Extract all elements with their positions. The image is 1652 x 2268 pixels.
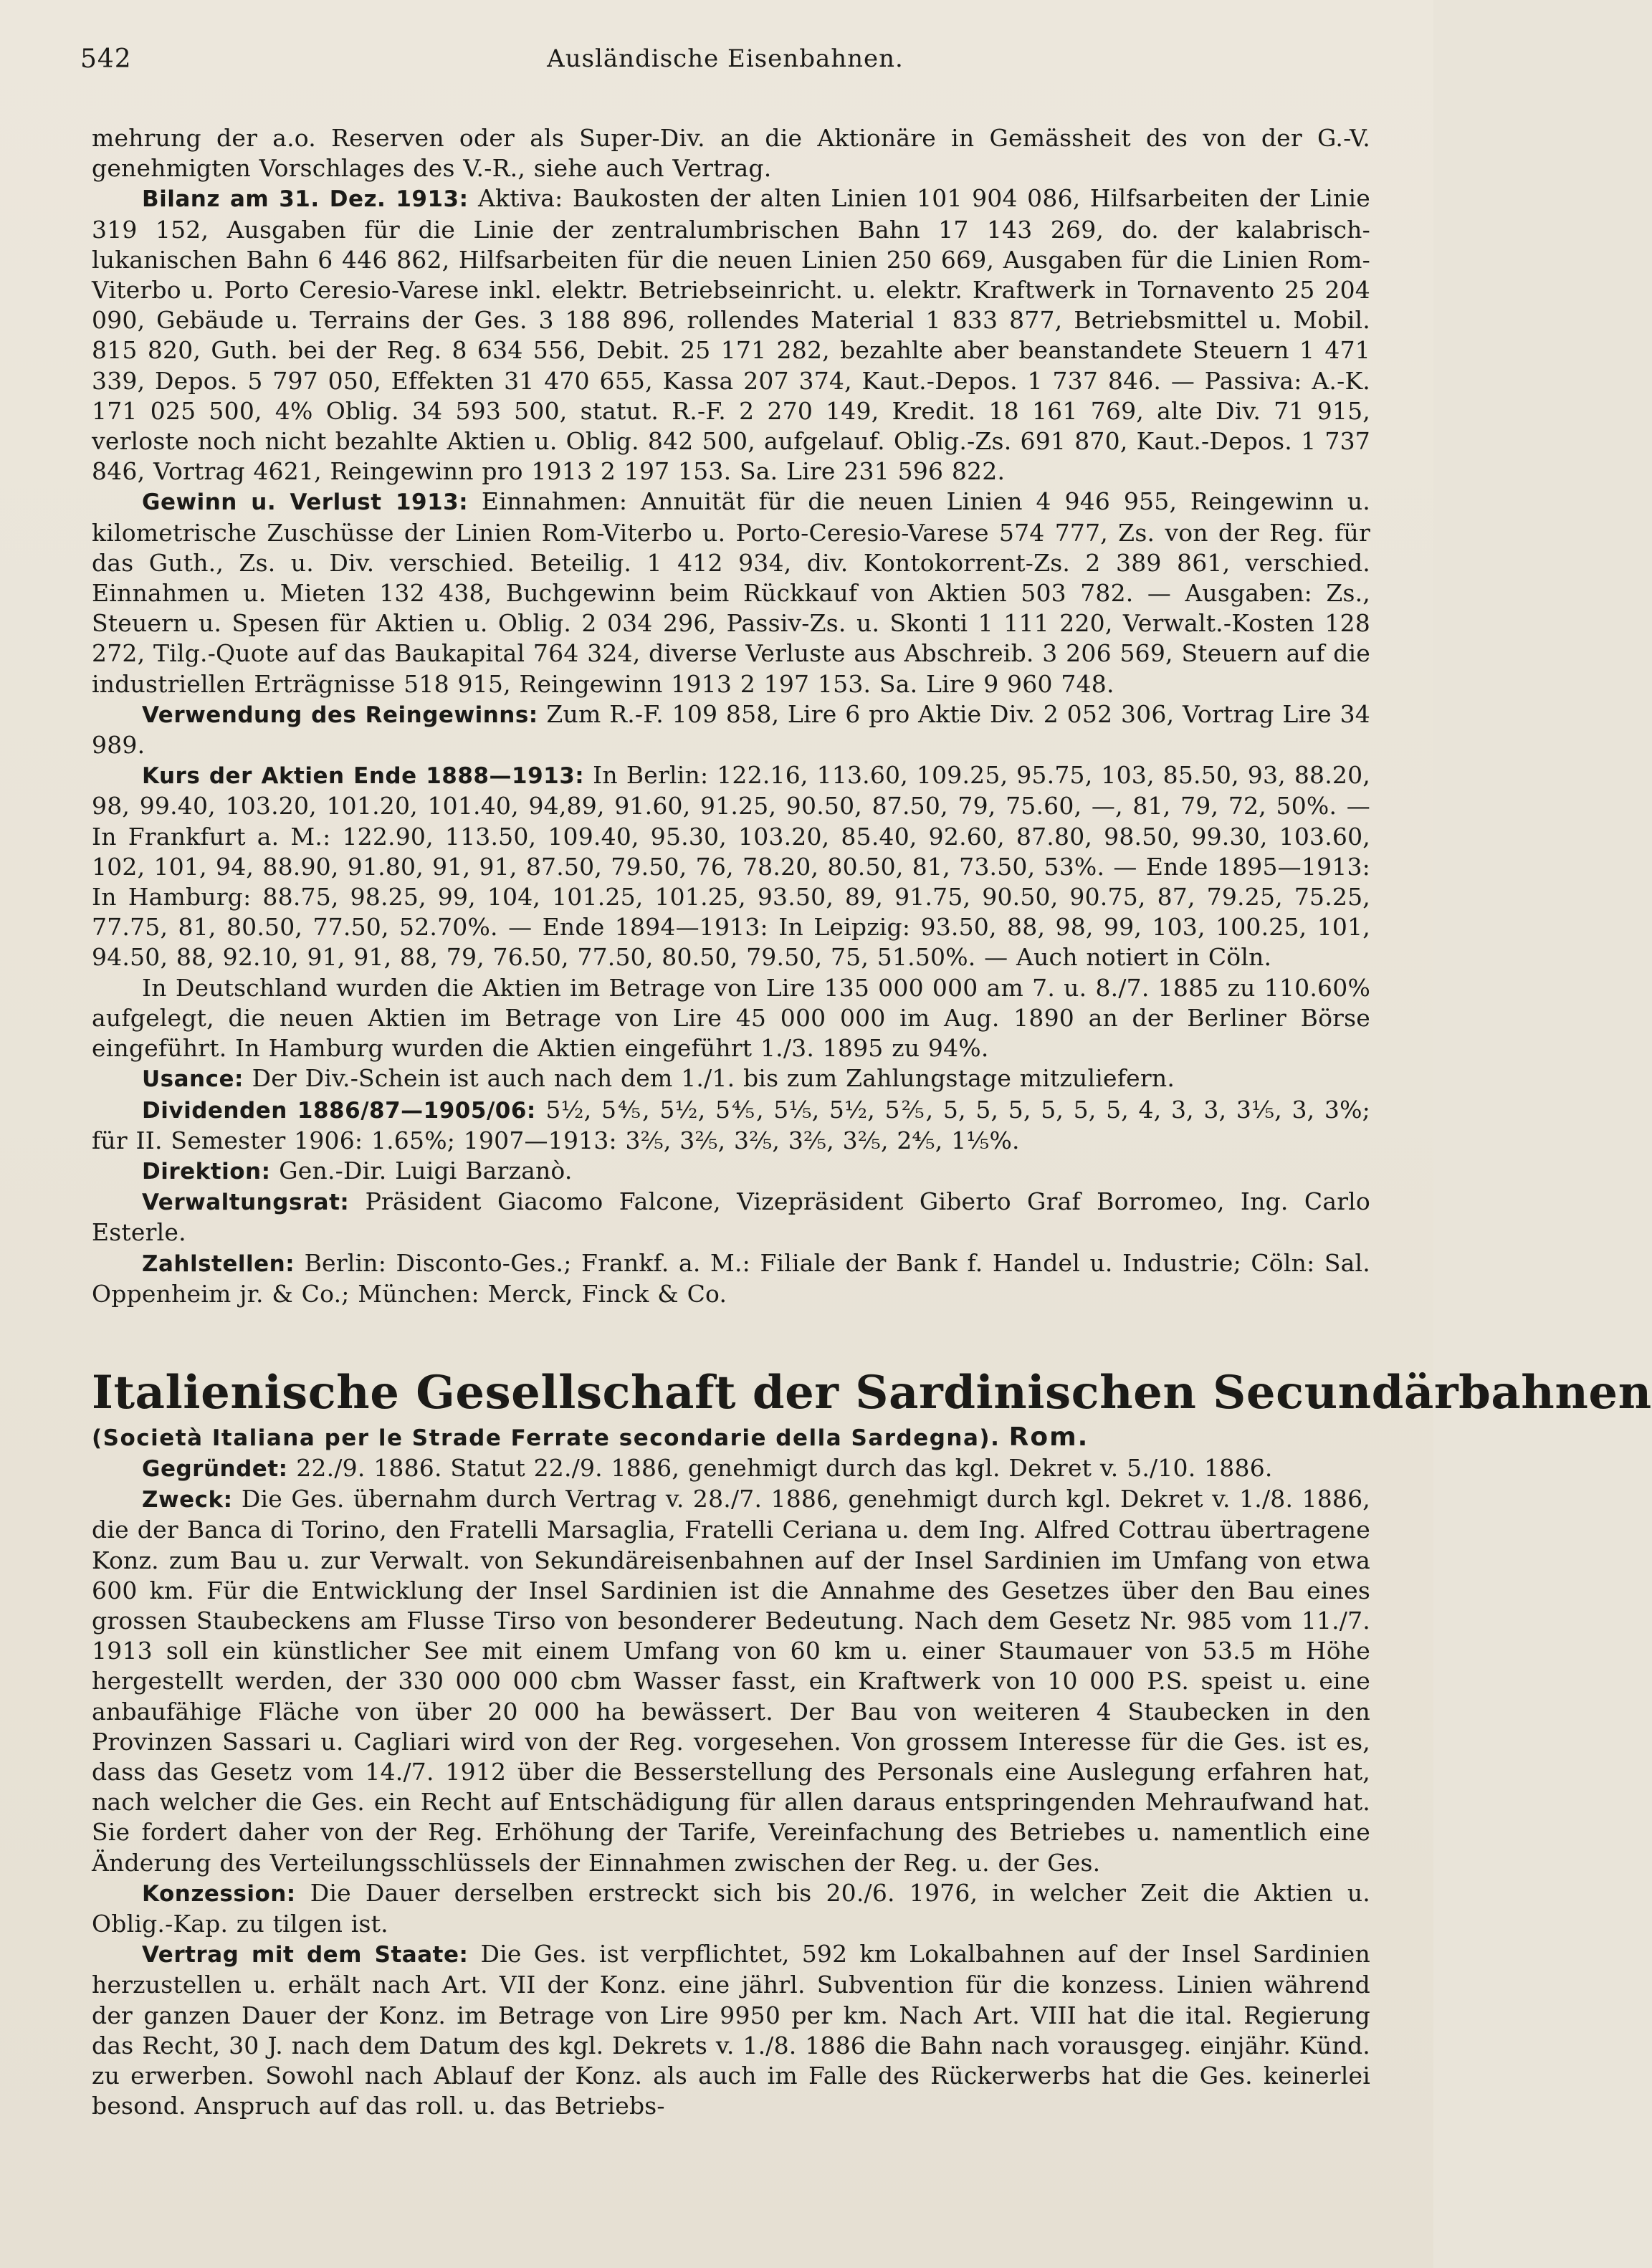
usance-text: Der Div.-Schein ist auch nach dem 1./1. bis zum Zahlungstage mitzuliefern.: [252, 1064, 1175, 1093]
vertrag-heading: Vertrag mit dem Staate:: [142, 1942, 469, 1968]
page-content: [92, 123, 1652, 2121]
paragraph-reserves: mehrung der a.o. Reserven oder als Super-Div. an die Aktionäre in Gemässheit des von der G.-V. genehmigten Vorschlages des V.-R., siehe auch Vertrag.: [92, 124, 1370, 183]
gewinn-heading: Gewinn u. Verlust 1913:: [142, 489, 469, 516]
gegruendet-text: 22./9. 1886. Statut 22./9. 1886, genehmigt durch das kgl. Dekret v. 5./10. 1886.: [296, 1453, 1273, 1482]
konzession-heading: Konzession:: [142, 1880, 296, 1907]
paragraph-deutschland: In Deutschland wurden die Aktien im Betrage von Lire 135 000 000 am 7. u. 8./7. 1885 zu 110.60% aufgelegt, die neuen Aktien im Betrage von Lire 45 000 000 im Aug. 1890 an der Berliner Börse eingeführt. In Hamburg wurden die Aktien eingeführt 1./3. 1895 zu 94%.: [92, 973, 1370, 1063]
paragraph-bilanz: [92, 183, 1370, 487]
vertrag-text: Die Ges. ist verpflichtet, 592 km Lokalbahnen auf der Insel Sardinien herzustellen u. erhält nach Art. VII der Konz. eine jährl. Subvention für die konzess. Linien während der ganzen Dauer der Konz. im Betrage von Lire 9950 per km. Nach Art. VIII hat die ital. Regierung das Recht, 30 J. nach dem Datum des kgl. Dekrets v. 1./8. 1886 die Bahn nach vorausgeg. einjähr. Künd. zu erwerben. Sowohl nach Ablauf der Konz. als auch im Falle des Rückerwerbs hat die Ges. keinerlei besond. Anspruch auf das roll. u. das Betriebs-: [92, 1940, 1370, 2120]
kurs-heading: Kurs der Aktien Ende 1888—1913:: [142, 763, 585, 790]
paragraph-vertrag: [92, 1939, 1370, 2121]
paragraph-verwendung: [92, 699, 1370, 760]
company-seat: Rom.: [1008, 1422, 1089, 1452]
company-subtitle: [92, 1422, 1370, 1453]
paragraph-zweck: [92, 1484, 1370, 1878]
konzession-text: Die Dauer derselben erstreckt sich bis 20./6. 1976, in welcher Zeit die Aktien u. Oblig.-Kap. zu tilgen ist.: [92, 1878, 1370, 1938]
paragraph-kurs: [92, 760, 1370, 972]
paragraph-dividenden: [92, 1095, 1370, 1156]
page-number: 542: [80, 44, 132, 74]
direktion-text: Gen.-Dir. Luigi Barzanò.: [279, 1156, 573, 1185]
paragraph-konzession: [92, 1878, 1370, 1939]
zahlstellen-text: Berlin: Disconto-Ges.; Frankf. a. M.: Filiale der Bank f. Handel u. Industrie; Cöln: Sal. Oppenheim jr. & Co.; München: Merck, Finck & Co.: [92, 1248, 1370, 1308]
page-header: [80, 44, 1370, 87]
direktion-heading: Direktion:: [142, 1158, 271, 1185]
zahlstellen-heading: Zahlstellen:: [142, 1250, 295, 1277]
gewinn-text: Einnahmen: Annuität für die neuen Linien 4 946 955, Reingewinn u. kilometrische Zuschüsse der Linien Rom-Viterbo u. Porto-Ceresio-Varese 574 777, Zs. von der Reg. für das Guth., Zs. u. Div. verschied. Beteilig. 1 412 934, div. Kontokorrent-Zs. 2 389 861, verschied. Einnahmen u. Mieten 132 438, Buchgewinn beim Rückkauf von Aktien 503 782. — Ausgaben: Zs., Steuern u. Spesen für Aktien u. Oblig. 2 034 296, Passiv-Zs. u. Skonti 1 111 220, Verwalt.-Kosten 128 272, Tilg.-Quote auf das Baukapital 764 324, diverse Verluste aus Abschreib. 3 206 569, Steuern auf die industriellen Erträgnisse 518 915, Reingewinn 1913 2 197 153. Sa. Lire 9 960 748.: [92, 487, 1370, 698]
paragraph-zahlstellen: [92, 1248, 1370, 1309]
kurs-text: In Berlin: 122.16, 113.60, 109.25, 95.75, 103, 85.50, 93, 88.20, 98, 99.40, 103.20, 101.20, 101.40, 94,89, 91.60, 91.25, 90.50, 87.50, 79, 75.60, —, 81, 79, 72, 50%. — In Frankfurt a. M.: 122.90, 113.50, 109.40, 95.30, 103.20, 85.40, 92.60, 87.80, 98.50, 99.30, 103.60, 102, 101, 94, 88.90, 91.80, 91, 91, 87.50, 79.50, 76, 78.20, 80.50, 81, 73.50, 53%. — Ende 1895—1913: In Hamburg: 88.75, 98.25, 99, 104, 101.25, 101.25, 93.50, 89, 91.75, 90.50, 90.75, 87, 79.25, 75.25, 77.75, 81, 80.50, 77.50, 52.70%. — Ende 1894—1913: In Leipzig: 93.50, 88, 98, 99, 103, 100.25, 101, 94.50, 88, 92.10, 91, 91, 88, 79, 76.50, 77.50, 80.50, 79.50, 75, 51.50%. — Auch notiert in Cöln.: [92, 761, 1370, 972]
bilanz-text: Aktiva: Baukosten der alten Linien 101 904 086, Hilfsarbeiten der Linie 319 152, Ausgaben für die Linie der zentralumbrischen Bahn 17 143 269, do. der kalabrisch-lukanischen Bahn 6 446 862, Hilfsarbeiten für die neuen Linien 250 669, Ausgaben für die Linien Rom-Viterbo u. Porto Ceresio-Varese inkl. elektr. Betriebseinricht. u. elektr. Kraftwerk in Tornavento 25 204 090, Gebäude u. Terrains der Ges. 3 188 896, rollendes Material 1 833 877, Betriebsmittel u. Mobil. 815 820, Guth. bei der Reg. 8 634 556, Debit. 25 171 282, bezahlte aber beanstandete Steuern 1 471 339, Depos. 5 797 050, Effekten 31 470 655, Kassa 207 374, Kaut.-Depos. 1 737 846. — Passiva: A.-K. 171 025 500, 4% Oblig. 34 593 500, statut. R.-F. 2 270 149, Kredit. 18 161 769, alte Div. 71 915, verloste noch nicht bezahlte Aktien u. Oblig. 842 500, aufgelauf. Oblig.-Zs. 691 870, Kaut.-Depos. 1 737 846, Vortrag 4621, Reingewinn pro 1913 2 197 153. Sa. Lire 231 596 822.: [92, 184, 1370, 486]
running-title: Ausländische Eisenbahnen.: [547, 44, 904, 73]
paragraph-gegruendet: [92, 1453, 1370, 1484]
zweck-heading: Zweck:: [142, 1487, 233, 1513]
paragraph-direktion: [92, 1156, 1370, 1187]
paragraph-usance: [92, 1063, 1370, 1094]
zweck-text: Die Ges. übernahm durch Vertrag v. 28./7. 1886, genehmigt durch kgl. Dekret v. 1./8. 1886, die der Banca di Torino, den Fratelli Marsaglia, Fratelli Ceriana u. dem Ing. Alfred Cottrau übertragene Konz. zum Bau u. zur Verwalt. von Sekundäreisenbahnen auf der Insel Sardinien im Umfang von etwa 600 km. Für die Entwicklung der Insel Sardinien ist die Annahme des Gesetzes über den Bau eines grossen Staubeckens am Flusse Tirso von besonderer Bedeutung. Nach dem Gesetz Nr. 985 vom 11./7. 1913 soll ein künstlicher See mit einem Umfang von 60 km u. einer Staumauer von 53.5 m Höhe hergestellt werden, der 330 000 000 cbm Wasser fasst, ein Kraftwerk von 10 000 P.S. speist u. eine anbaufähige Fläche von über 20 000 ha bewässert. Der Bau von weiteren 4 Staubecken in den Provinzen Sassari u. Cagliari wird von der Reg. vorgesehen. Von grossem Interesse für die Ges. ist es, dass das Gesetz vom 14./7. 1912 über die Besserstellung des Personals eine Auslegung erfahren hat, nach welcher die Ges. ein Recht auf Entschädigung für allen daraus entspringenden Mehraufwand hat. Sie fordert daher von der Reg. Erhöhung der Tarife, Vereinfachung des Betriebes u. namentlich eine Änderung des Verteilungsschlüssels der Einnahmen zwischen der Reg. u. der Ges.: [92, 1485, 1370, 1877]
company-title: Italienische Gesellschaft der Sardinischen Secundärbahnen: [92, 1365, 1652, 1420]
verwendung-text: Zum R.-F. 109 858, Lire 6 pro Aktie Div. 2 052 306, Vortrag Lire 34 989.: [92, 699, 1370, 760]
dividenden-heading: Dividenden 1886/87—1905/06:: [142, 1097, 536, 1124]
dividenden-text: 5½, 5⅘, 5½, 5⅘, 5⅕, 5½, 5⅖, 5, 5, 5, 5, 5, 5, 4, 3, 3, 3⅕, 3, 3%; für II. Semester 1906: 1.65%; 1907—1913: 3⅖, 3⅖, 3⅖, 3⅖, 3⅖, 2⅘, 1⅕%.: [92, 1095, 1370, 1154]
bilanz-heading: Bilanz am 31. Dez. 1913:: [142, 186, 469, 213]
paragraph-gewinn-verlust: [92, 487, 1370, 699]
company-italian-name: (Società Italiana per le Strade Ferrate secondarie della Sardegna).: [92, 1425, 1001, 1451]
verwaltungsrat-text: Präsident Giacomo Falcone, Vizepräsident Giberto Graf Borromeo, Ing. Carlo Esterle.: [92, 1187, 1370, 1247]
gegruendet-heading: Gegründet:: [142, 1455, 288, 1482]
paragraph-verwaltungsrat: [92, 1187, 1370, 1248]
verwaltungsrat-heading: Verwaltungsrat:: [142, 1190, 350, 1216]
usance-heading: Usance:: [142, 1066, 244, 1093]
verwendung-heading: Verwendung des Reingewinns:: [142, 702, 538, 728]
